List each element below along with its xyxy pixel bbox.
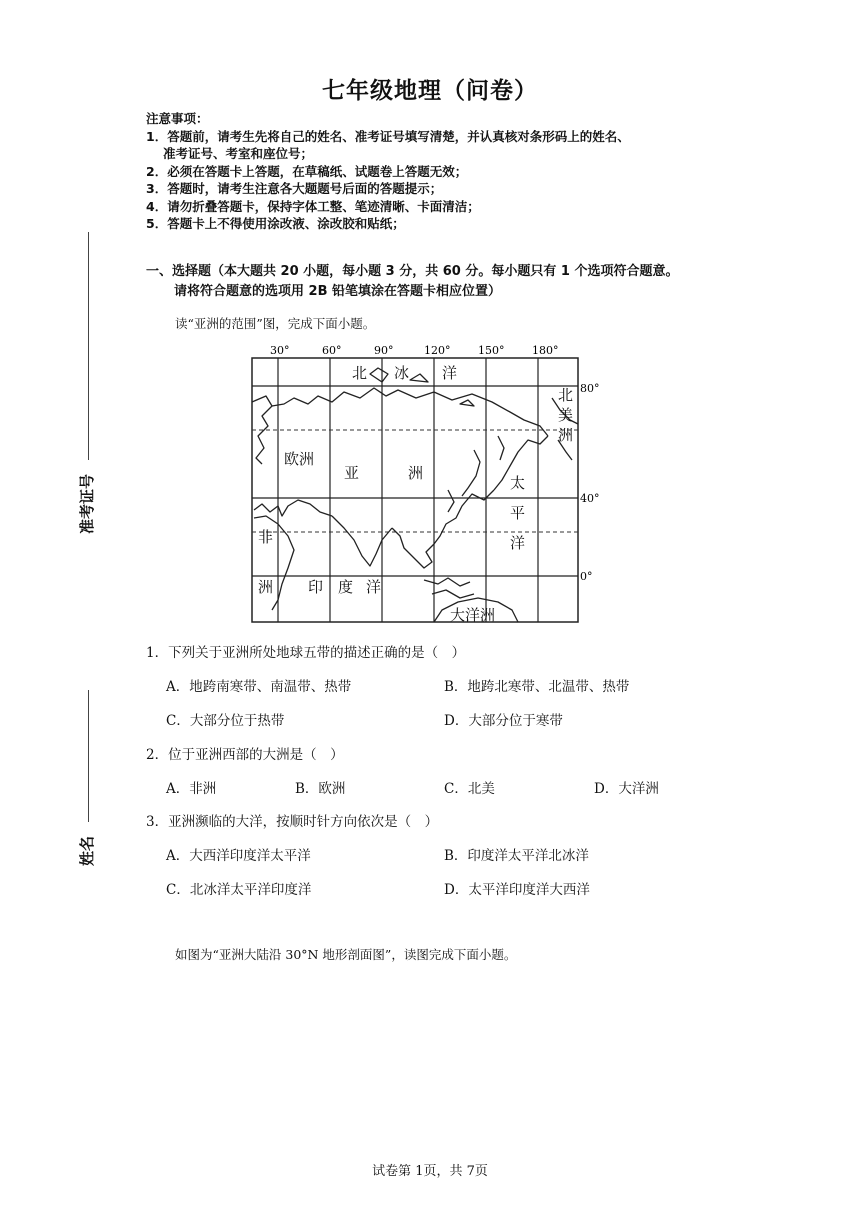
note-item: 2．必须在答题卡上答题，在草稿纸、试题卷上答题无效； [146,163,468,179]
section-line-2: 请将符合题意的选项用 2B 铅笔填涂在答题卡相应位置） [174,284,502,299]
notes-block [146,110,746,233]
label-europe: 欧洲 [284,450,315,468]
intro-map: 读“亚洲的范围”图，完成下面小题。 [175,316,376,331]
option-a[interactable]: A．大西洋印度洋太平洋 [166,848,311,864]
option-b[interactable]: B．地跨北寒带、北温带、热带 [444,679,630,695]
option-b[interactable]: B．欧洲 [295,781,346,797]
intro-profile: 如图为“亚洲大陆沿 30°N 地形剖面图”，读图完成下面小题。 [175,947,517,962]
lat-label: 80° [580,382,600,395]
note-item: 1．答题前，请考生先将自己的姓名、准考证号填写清楚，并认真核对条形码上的姓名、 [146,128,630,144]
notes-heading: 注意事项： [146,111,209,126]
lon-label: 60° [322,344,342,357]
option-d[interactable]: D．大部分位于寒带 [444,713,563,729]
option-c[interactable]: C．大部分位于热带 [166,713,285,729]
lon-label: 90° [374,344,394,357]
exam-no-line[interactable] [88,232,89,460]
page-title: 七年级地理（问卷） [322,78,538,104]
note-item: 5．答题卡上不得使用涂改液、涂改胶和贴纸； [146,216,405,231]
label-arctic: 洋 [442,364,458,382]
lon-label: 120° [424,344,451,357]
lat-label: 40° [580,492,600,505]
label-pacific: 平 [510,504,526,522]
label-arctic: 冰 [394,364,410,382]
label-namerica: 美 [558,406,574,424]
label-africa: 洲 [258,578,274,596]
note-item: 4．请勿折叠答题卡，保持字体工整、笔迹清晰、卡面清洁； [146,198,480,214]
option-a[interactable]: A．非洲 [166,781,217,797]
asia-map [248,340,608,630]
option-a[interactable]: A．地跨南寒带、南温带、热带 [166,679,352,695]
question-stem: 3．亚洲濒临的大洋，按顺时针方向依次是（ ） [146,814,439,830]
note-item: 准考证号、考室和座位号； [163,146,314,161]
map-coastlines [252,368,578,622]
name-label: 姓名 [78,835,96,866]
label-pacific: 洋 [510,534,526,552]
label-asia: 洲 [408,464,424,482]
exam-no-label: 准考证号 [78,473,96,534]
label-indian: 印 [308,578,324,596]
label-namerica: 北 [558,386,574,404]
label-africa: 非 [258,528,274,546]
section-heading [146,262,786,302]
label-namerica: 洲 [558,426,574,444]
section-line-1: 一、选择题（本大题共 20 小题，每小题 3 分，共 60 分。每小题只有 1 个选项符合题意。 [146,264,679,279]
label-indian: 洋 [366,578,382,596]
lon-label: 30° [270,344,290,357]
lat-label: 0° [580,570,593,583]
label-asia: 亚 [344,464,360,482]
page-footer: 试卷第 1页，共 7页 [372,1164,488,1179]
name-line[interactable] [88,690,89,822]
option-c[interactable]: C．北冰洋太平洋印度洋 [166,882,312,898]
label-indian: 度 [338,578,354,596]
note-item: 3．答题时，请考生注意各大题题号后面的答题提示； [146,181,443,196]
lon-label: 150° [478,344,505,357]
option-b[interactable]: B．印度洋太平洋北冰洋 [444,848,589,864]
option-d[interactable]: D．大洋洲 [594,781,659,797]
label-arctic: 北 [352,364,368,382]
question-stem: 1．下列关于亚洲所处地球五带的描述正确的是（ ） [146,645,466,661]
option-c[interactable]: C．北美 [444,781,495,797]
question-stem: 2．位于亚洲西部的大洲是（ ） [146,747,344,763]
option-d[interactable]: D．太平洋印度洋大西洋 [444,882,590,898]
label-oceania: 大洋洲 [450,606,496,624]
lon-label: 180° [532,344,559,357]
label-pacific: 太 [510,474,526,492]
